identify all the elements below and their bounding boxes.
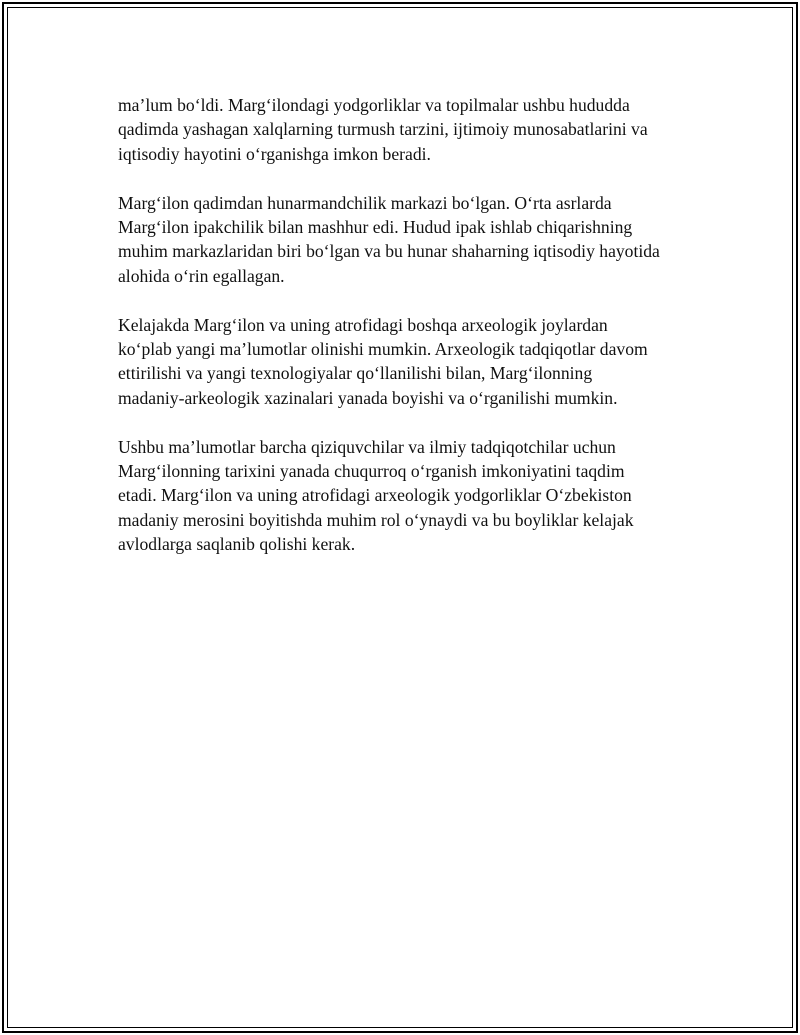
text-line: ma’lum bo‘ldi. Marg‘ilondagi yodgorliklar va topilmalar ushbu hududda [118,95,630,115]
text-line: madaniy merosini boyitishda muhim rol o‘ynaydi va bu boyliklar kelajak [118,509,634,530]
text-line: Marg‘ilonning tarixini yanada chuqurroq o‘rganish imkoniyatini taqdim [118,461,625,482]
text-line: madaniy-arkeologik xazinalari yanada boyishi va o‘rganilishi mumkin. [118,387,618,408]
text-line: alohida o‘rin egallagan. [118,265,285,286]
document-body [118,93,698,581]
text-line: Kelajakda Marg‘ilon va uning atrofidagi boshqa arxeologik joylardan [118,314,608,335]
text-line: ettirilishi va yangi texnologiyalar qo‘llanilishi bilan, Marg‘ilonning [118,363,593,384]
text-line: avlodlarga saqlanib qolishi kerak. [118,534,356,555]
paragraph-4 [118,435,698,557]
text-line: Marg‘ilon ipakchilik bilan mashhur edi. Hudud ipak ishlab chiqarishning [118,217,633,238]
text-line: qadimda yashagan xalqlarning turmush tarzini, ijtimoiy munosabatlarini va [118,119,648,140]
text-line: iqtisodiy hayotini o‘rganishga imkon beradi. [118,143,431,164]
text-line: Marg‘ilon qadimdan hunarmandchilik markazi bo‘lgan. O‘rta asrlarda [118,192,612,213]
text-line: ko‘plab yangi ma’lumotlar olinishi mumkin. Arxeologik tadqiqotlar davom [118,339,648,360]
text-line: etadi. Marg‘ilon va uning atrofidagi arxeologik yodgorliklar O‘zbekiston [118,485,632,506]
paragraph-3 [118,313,698,411]
text-line: Ushbu ma’lumotlar barcha qiziquvchilar va ilmiy tadqiqotchilar uchun [118,436,616,457]
paragraph-2 [118,191,698,289]
paragraph-1 [118,93,698,166]
text-line: muhim markazlaridan biri bo‘lgan va bu hunar shaharning iqtisodiy hayotida [118,241,660,262]
